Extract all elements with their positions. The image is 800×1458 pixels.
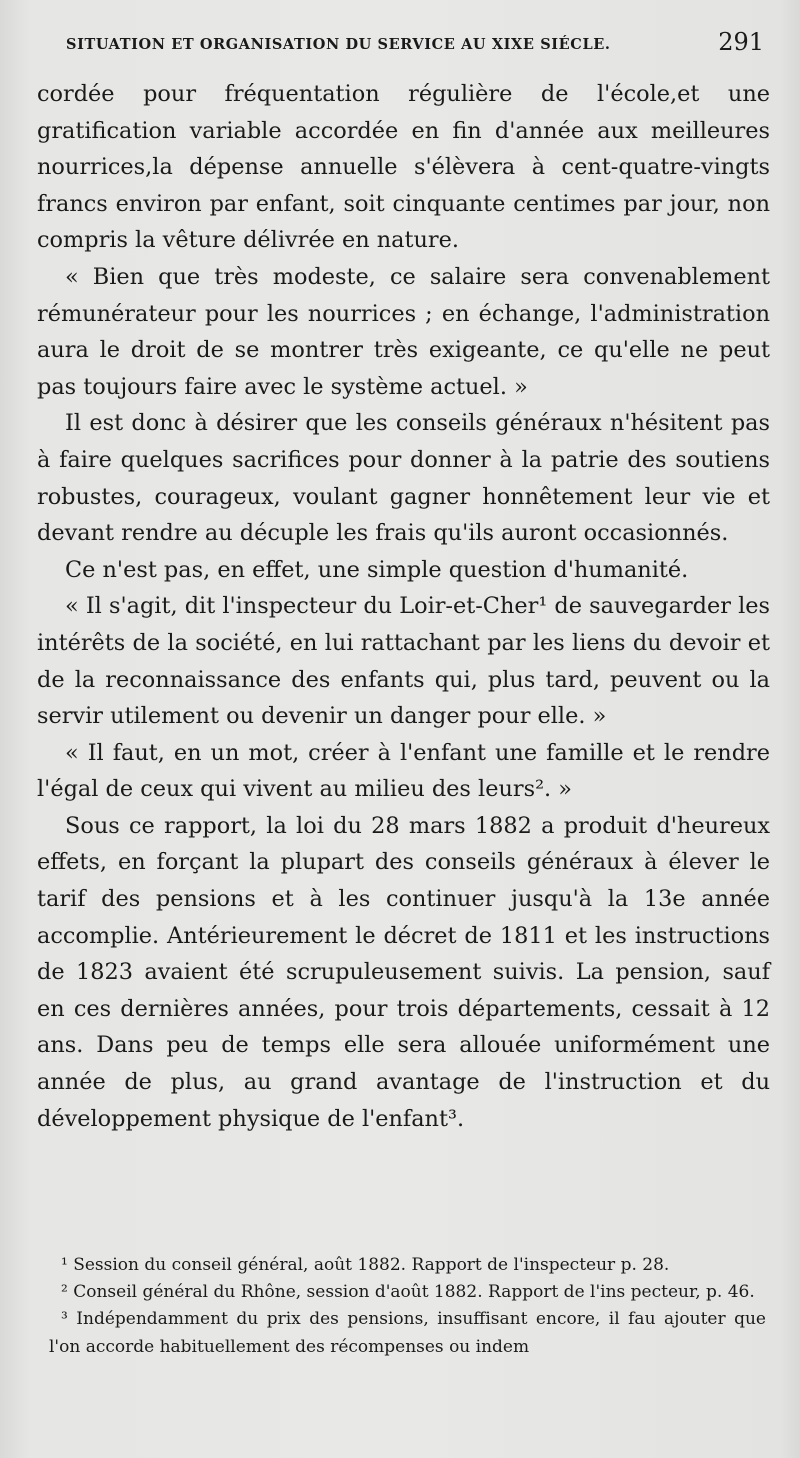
footnote: ¹ Session du conseil général, août 1882. Rapport de l'inspecteur p. 28. (61, 1255, 670, 1275)
footnote: ³ Indépendamment du prix des pensions, insuffisant encore, il fau ajouter que l'on accorde habituellement des récompenses ou indem (49, 1309, 766, 1357)
running-title: SITUATION ET ORGANISATION DU SERVICE AU XIXE SIÉCLE. (66, 36, 611, 53)
paragraph: « Il faut, en un mot, créer à l'enfant une famille et le rendre l'égal de ceux qui vivent au milieu des leurs². » (37, 739, 770, 803)
paragraph: Ce n'est pas, en effet, une simple question d'humanité. (65, 556, 689, 583)
running-head (66, 28, 766, 56)
body-text (37, 76, 770, 1137)
page-number: 291 (718, 28, 764, 56)
paragraph: « Il s'agit, dit l'inspecteur du Loir-et-Cher¹ de sauvegarder les intérêts de la société, en lui rattachant par les liens du devoir et de la reconnaissance des enfants qui, plus tard, peuvent ou la servir utilement ou devenir un danger pour elle. » (37, 593, 770, 730)
paragraph: cordée pour fréquentation régulière de l'école,et une gratification variable accordée en fin d'année aux meilleures nourrices,la dépense annuelle s'élèvera à cent-quatre-vingts francs environ par enfant, soit cinquante centimes par jour, non compris la vêture délivrée en nature. (37, 81, 770, 254)
paragraph: Il est donc à désirer que les conseils généraux n'hésitent pas à faire quelques sacrifices pour donner à la patrie des soutiens robustes, courageux, voulant gagner honnêtement leur vie et devant rendre au décuple les frais qu'ils auront occasionnés. (37, 410, 770, 547)
footnotes (49, 1252, 766, 1361)
paragraph: « Bien que très modeste, ce salaire sera convenablement rémunérateur pour les nourrices ; en échange, l'administration aura le droit de se montrer très exigeante, ce qu'elle ne peut pas toujours faire avec le système actuel. » (37, 263, 770, 400)
footnote: ² Conseil général du Rhône, session d'août 1882. Rapport de l'ins pecteur, p. 46. (61, 1282, 755, 1303)
paragraph: Sous ce rapport, la loi du 28 mars 1882 a produit d'heureux effets, en forçant la plupart des conseils généraux à élever le tarif des pensions et à les continuer jusqu'à la 13e année accomplie. Antérieurement le décret de 1811 et les instructions de 1823 avaient été scrupuleusement suivis. La pension, sauf en ces dernières années, pour trois départements, cessait à 12 ans. Dans peu de temps elle sera allouée uniformément une année de plus, au grand avantage de l'instruction et du développement physique de l'enfant³. (37, 812, 770, 1132)
